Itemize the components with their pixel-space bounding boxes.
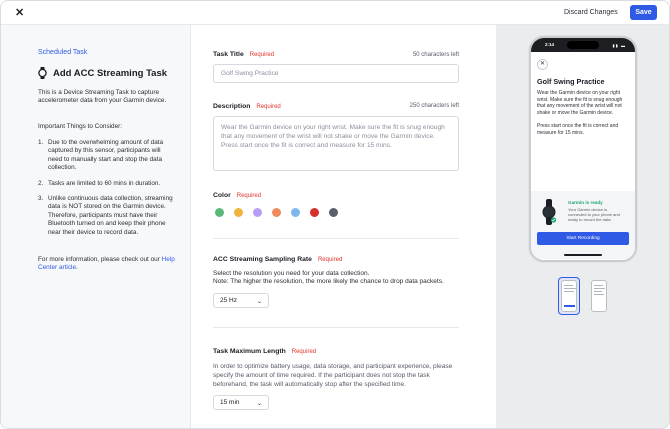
max-length-help-text: In order to optimize battery usage, data storage, and participant experience, please specify the amount of time required. If the participant does not stop the task beforehand, the task will automatically stop after the specified time. <box>213 363 453 388</box>
color-swatch-purple[interactable] <box>253 208 262 217</box>
description-textarea[interactable]: Wear the Garmin device on your right wrist. Make sure the fit is snug enough that any movement of the wrist will not shake or move the Garmin device. Press start once the fit is correct and measure for 15 mins. <box>213 116 459 171</box>
home-indicator <box>564 254 602 256</box>
start-recording-button: Start Recording <box>537 232 629 245</box>
device-ready-text: Your Garmin device is connected to your phone and ready to record the data. <box>568 207 620 223</box>
preview-title: Golf Swing Practice <box>537 77 605 86</box>
thumbnail-line <box>594 294 604 295</box>
preview-thumbnail-task[interactable] <box>558 277 580 315</box>
title-char-counter: 50 characters left <box>412 52 459 58</box>
section-divider <box>213 238 459 239</box>
max-length-select[interactable] <box>213 395 269 410</box>
section-divider <box>213 327 459 328</box>
thumbnail-line <box>594 285 603 286</box>
sampling-help-text: Select the resolution you need for your data collection. <box>213 270 370 277</box>
list-item <box>38 195 176 237</box>
preview-description-p1: Wear the Garmin device on your right wrist. Make sure the fit is snug enough that any movement of the wrist will not shake or move the Garmin device. <box>537 90 623 116</box>
preview-description-p2: Press start once the fit is correct and measure for 15 mins. <box>537 123 619 136</box>
sampling-rate-label-text: ACC Streaming Sampling Rate <box>213 256 312 263</box>
task-title-label <box>213 51 274 58</box>
list-item-text: Due to the overwhelming amount of data captured by this sensor, participants will need to manually start and stop the data collection. <box>48 139 164 172</box>
list-item-text: Unlike continuous data collection, streaming data is NOT stored on the Garmin device. Therefore, participants must have their Bluetooth turned on and keep their phone near their device to record data. <box>48 195 173 236</box>
color-swatch-orange[interactable] <box>272 208 281 217</box>
watch-icon <box>38 67 47 79</box>
thumbnail-line <box>564 288 576 289</box>
considerations-list <box>38 139 176 244</box>
device-ready-card <box>531 191 635 259</box>
list-item-number: 1. <box>38 139 44 146</box>
sampling-rate-label <box>213 256 342 263</box>
max-length-label <box>213 348 316 355</box>
list-item-number: 2. <box>38 179 44 187</box>
thumbnail-screen <box>561 280 577 312</box>
phone-status-bar <box>531 38 635 52</box>
breadcrumb[interactable]: Scheduled Task <box>38 49 88 56</box>
required-tag: Required <box>317 257 343 263</box>
list-item-number: 3. <box>38 195 44 203</box>
dynamic-island <box>567 41 599 49</box>
color-swatch-yellow[interactable] <box>234 208 243 217</box>
close-icon: ✕ <box>537 59 548 70</box>
description-char-counter: 250 characters left <box>409 103 459 109</box>
color-swatch-blue[interactable] <box>291 208 300 217</box>
thumbnail-line <box>564 291 574 292</box>
chevron-down-icon: ⌄ <box>256 299 262 305</box>
preview-thumbnail-detail[interactable] <box>588 277 610 315</box>
garmin-watch-icon <box>542 199 556 225</box>
important-heading: Important Things to Consider: <box>38 123 123 130</box>
thumbnail-button <box>564 305 575 307</box>
color-picker <box>215 208 348 217</box>
list-item <box>38 139 176 173</box>
required-tag: Required <box>249 52 275 58</box>
max-length-value: 15 min <box>220 399 240 406</box>
list-item <box>38 180 176 188</box>
description-label-text: Description <box>213 103 251 110</box>
top-bar <box>1 1 670 25</box>
thumbnail-line <box>594 291 602 292</box>
description-label <box>213 103 281 110</box>
more-info-prefix: For more information, please check out our <box>38 256 160 263</box>
required-tag: Required <box>256 104 281 110</box>
list-item-text: Tasks are limited to 60 mins in duration. <box>48 179 161 187</box>
task-title-label-text: Task Title <box>213 51 244 58</box>
phone-preview <box>529 36 637 262</box>
required-tag: Required <box>236 193 262 199</box>
info-panel <box>1 25 191 429</box>
sampling-note-text: Note: The higher the resolution, the more likely the chance to drop data packets. <box>213 278 444 285</box>
thumbnail-line <box>564 285 573 286</box>
close-icon[interactable]: ✕ <box>15 7 25 19</box>
device-ready-title: Garmin is ready <box>568 200 603 205</box>
chevron-down-icon: ⌄ <box>256 401 262 407</box>
max-length-label-text: Task Maximum Length <box>213 348 286 355</box>
color-swatch-gray[interactable] <box>329 208 338 217</box>
intro-text: This is a Device Streaming Task to capture accelerometer data from your Garmin device. <box>38 89 167 105</box>
required-tag: Required <box>291 349 317 355</box>
task-form <box>192 25 495 429</box>
color-swatch-red[interactable] <box>310 208 319 217</box>
thumbnail-line <box>594 288 605 289</box>
sampling-rate-value: 25 Hz <box>220 297 237 304</box>
more-info-suffix: . <box>76 264 78 272</box>
task-title-input[interactable]: Golf Swing Practice <box>213 64 459 83</box>
signal-battery-icon: ▮▮ ▬ <box>612 43 626 48</box>
help-center-link[interactable]: Help Center article <box>38 256 175 272</box>
page-title: Add ACC Streaming Task <box>53 67 168 79</box>
discard-changes-button[interactable]: Discard Changes <box>564 9 618 16</box>
color-label-text: Color <box>213 192 231 199</box>
thumbnail-screen <box>591 280 607 312</box>
preview-description <box>537 90 631 137</box>
more-info-text <box>38 256 176 273</box>
color-label <box>213 192 261 199</box>
color-swatch-green[interactable] <box>215 208 224 217</box>
phone-time: 2:14 <box>545 42 555 47</box>
sampling-rate-select[interactable] <box>213 293 269 308</box>
page-title-row <box>38 67 167 79</box>
save-button[interactable]: Save <box>630 5 657 20</box>
preview-panel <box>496 25 670 429</box>
